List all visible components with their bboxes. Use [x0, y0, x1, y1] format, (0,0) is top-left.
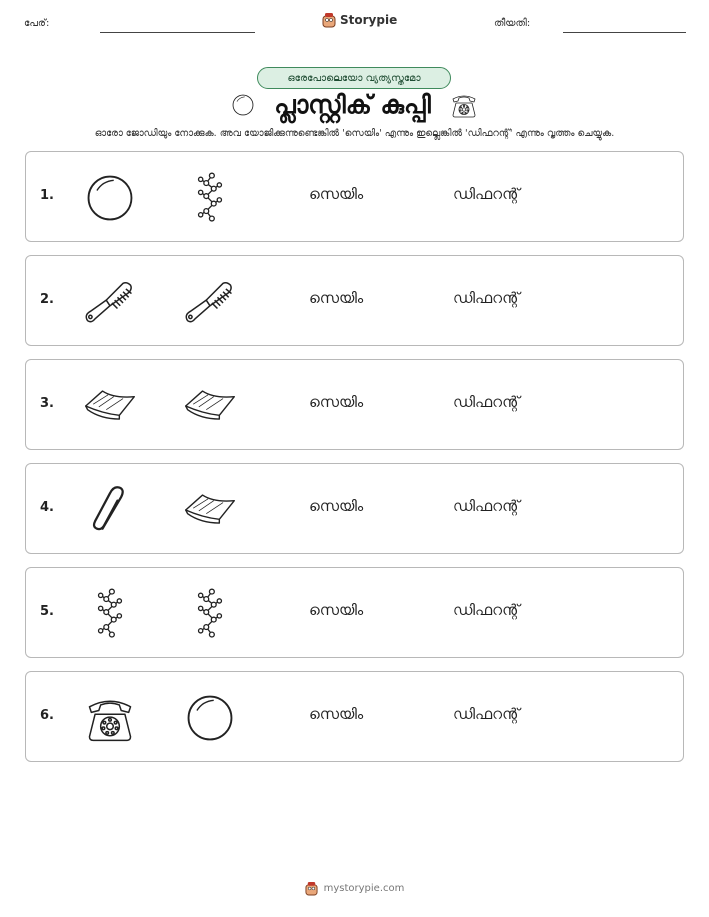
brand-logo: [322, 12, 397, 28]
napkin-icon: [181, 482, 239, 538]
storypie-mascot-icon: [305, 881, 318, 896]
footer: [0, 881, 709, 896]
footer-url[interactable]: mystorypie.com: [323, 883, 405, 894]
question-number: 3.: [40, 396, 54, 411]
same-option[interactable]: സെയിം: [309, 185, 364, 203]
different-option[interactable]: ഡിഫറന്റ്: [453, 289, 520, 307]
question-row: [25, 255, 684, 346]
question-row: [25, 463, 684, 554]
same-option[interactable]: സെയിം: [309, 601, 364, 619]
different-option[interactable]: ഡിഫറന്റ്: [453, 393, 520, 411]
same-option[interactable]: സെയിം: [309, 393, 364, 411]
comb-icon: [181, 274, 239, 330]
question-number: 1.: [40, 188, 54, 203]
instructions: ഓരോ ജോഡിയും നോക്കുക. അവ യോജിക്കുന്നുണ്ടെങ്കിൽ 'സെയിം' എന്നും ഇല്ലെങ്കിൽ 'ഡിഫറന്റ്' എന്നും വൃത്തം ചെയ്യുക.: [94, 128, 615, 139]
napkin-icon: [181, 378, 239, 434]
worksheet-title: പ്ലാസ്റ്റിക് കുപ്പി: [274, 90, 431, 119]
same-option[interactable]: സെയിം: [309, 289, 364, 307]
brand-name: Storypie: [340, 13, 398, 27]
comb-icon: [81, 274, 139, 330]
worksheet-title-row: [0, 90, 709, 120]
paperclip-icon: [81, 482, 139, 538]
ball-icon: [81, 170, 139, 226]
different-option[interactable]: ഡിഫറന്റ്: [453, 497, 520, 515]
date-label: തീയതി:: [494, 18, 531, 29]
different-option[interactable]: ഡിഫറന്റ്: [453, 601, 520, 619]
question-row: [25, 671, 684, 762]
question-row: [25, 359, 684, 450]
title-ball-icon: [230, 92, 256, 118]
title-telephone-icon: [449, 90, 479, 120]
name-field[interactable]: [100, 32, 255, 33]
name-label: പേര്:: [24, 18, 50, 29]
ball-icon: [181, 690, 239, 746]
question-row: [25, 567, 684, 658]
question-number: 5.: [40, 604, 54, 619]
telephone-icon: [81, 690, 139, 746]
category-badge: ഒരേപോലെയോ വ്യത്യസ്തമോ: [257, 67, 451, 89]
question-number: 2.: [40, 292, 54, 307]
same-option[interactable]: സെയിം: [309, 497, 364, 515]
molecule-icon: [181, 586, 239, 642]
different-option[interactable]: ഡിഫറന്റ്: [453, 185, 520, 203]
storypie-mascot-icon: [322, 12, 336, 28]
napkin-icon: [81, 378, 139, 434]
molecule-icon: [81, 586, 139, 642]
question-number: 4.: [40, 500, 54, 515]
question-row: [25, 151, 684, 242]
molecule-icon: [181, 170, 239, 226]
same-option[interactable]: സെയിം: [309, 705, 364, 723]
date-field[interactable]: [563, 32, 686, 33]
question-number: 6.: [40, 708, 54, 723]
different-option[interactable]: ഡിഫറന്റ്: [453, 705, 520, 723]
